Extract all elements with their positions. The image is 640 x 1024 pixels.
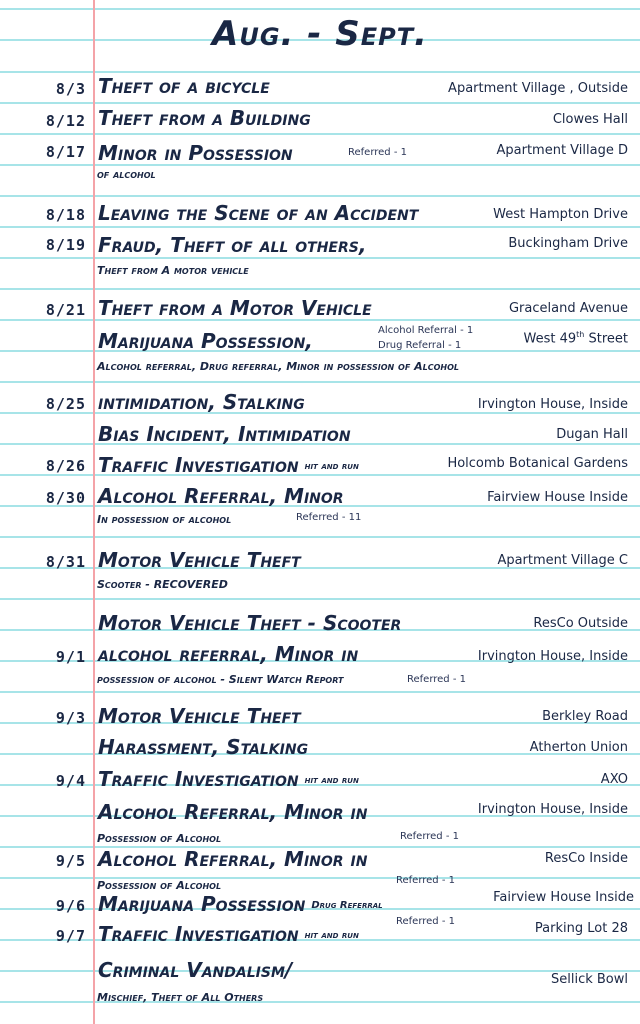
entry-location: Berkley Road (542, 709, 628, 724)
entry-location: Holcomb Botanical Gardens (447, 456, 628, 471)
incident-text: Marijuana Possession (98, 892, 306, 916)
entry-subtext: of alcohol (97, 168, 156, 181)
entry-referral: Alcohol Referral - 1 (378, 325, 474, 336)
entry-incident: alcohol referral, Minor in (98, 642, 359, 666)
entry-referral: Drug Referral - 1 (378, 340, 462, 351)
entry-date: 8/19 (45, 236, 86, 254)
entry-subtext: Alcohol referral, Drug referral, Minor in possession of Alcohol (97, 360, 460, 373)
entry-location: Dugan Hall (556, 427, 628, 442)
entry-incident: Alcohol Referral, Minor (98, 484, 344, 508)
entry-date: 8/21 (45, 301, 86, 319)
entry-date: 9/5 (55, 852, 86, 870)
entry-subtext: In possession of alcohol (97, 513, 232, 526)
entry-incident: Motor Vehicle Theft (98, 704, 301, 728)
entry-referral: Referred - 1 (400, 831, 459, 842)
entry-date: 9/6 (55, 897, 86, 915)
entry-incident (98, 892, 383, 916)
entry-location: West Hampton Drive (493, 207, 628, 222)
page-title: Aug. - Sept. (212, 14, 428, 54)
entry-date: 8/30 (45, 489, 86, 507)
entry-subtext: Possession of Alcohol (97, 832, 222, 845)
entry-incident: intimidation, Stalking (98, 390, 305, 414)
entry-date: 8/18 (45, 206, 86, 224)
entry-location: Irvington House, Inside (477, 397, 628, 412)
entry-referral: Referred - 11 (296, 512, 362, 523)
entry-referral: Referred - 1 (407, 674, 466, 685)
entry-location (524, 330, 629, 346)
entry-incident: Harassment, Stalking (98, 735, 309, 759)
entry-date: 8/25 (45, 395, 86, 413)
entry-location: ResCo Inside (544, 851, 628, 866)
entry-incident: Theft from a Building (98, 106, 311, 130)
entry-location: Sellick Bowl (550, 972, 628, 987)
entry-date: 8/3 (55, 80, 86, 98)
entry-incident: Motor Vehicle Theft - Scooter (98, 611, 402, 635)
entry-location: ResCo Outside (533, 616, 628, 631)
entry-date: 8/26 (45, 457, 86, 475)
entry-incident: Motor Vehicle Theft (98, 548, 301, 572)
entry-location: Apartment Village C (497, 553, 628, 568)
entry-location: Buckingham Drive (508, 236, 628, 251)
entry-referral: Referred - 1 (348, 147, 407, 158)
entry-date: 9/1 (55, 648, 86, 666)
incident-tag: hit and run (304, 461, 359, 472)
entry-subtext: Scooter - RECOVERED (97, 578, 228, 591)
incident-text: Traffic Investigation (98, 453, 299, 477)
entry-location: Fairview House Inside (487, 490, 628, 505)
entry-incident (98, 453, 359, 477)
entry-location: Apartment Village D (496, 143, 628, 158)
entry-incident: Marijuana Possession, (98, 329, 313, 353)
entry-location: Apartment Village , Outside (448, 81, 628, 96)
entry-location: AXO (600, 772, 628, 787)
entry-referral: Referred - 1 (396, 916, 455, 927)
incident-tag: hit and run (304, 775, 359, 786)
incident-text: Traffic Investigation (98, 767, 299, 791)
entry-incident: Bias Incident, Intimidation (98, 422, 351, 446)
entry-incident: Minor in Possession (98, 141, 293, 165)
entry-incident: Theft of a bicycle (98, 74, 270, 98)
entry-location: Parking Lot 28 (534, 921, 628, 936)
location-text-end: Street (584, 331, 628, 347)
entry-subtext: Mischief, Theft of All Others (97, 991, 264, 1004)
entry-incident: Criminal Vandalism/ (98, 958, 293, 982)
entry-incident: Theft from a Motor Vehicle (98, 296, 372, 320)
entry-incident: Leaving the Scene of an Accident (98, 201, 419, 225)
entry-date: 8/17 (45, 143, 86, 161)
entry-date: 8/31 (45, 553, 86, 571)
incident-tag: Drug Referral (311, 900, 383, 911)
entry-location: Irvington House, Inside (477, 802, 628, 817)
entry-location: Graceland Avenue (508, 301, 628, 316)
entry-location: Fairview House Inside (493, 890, 634, 905)
entry-subtext: possession of alcohol - Silent Watch Report (97, 673, 344, 686)
entry-location: Clowes Hall (552, 112, 628, 127)
incident-tag: hit and run (304, 930, 359, 941)
entry-incident (98, 767, 359, 791)
margin-line (93, 0, 95, 1024)
location-text: West 49 (523, 331, 577, 347)
entry-date: 9/7 (55, 927, 86, 945)
location-superscript: th (576, 330, 585, 339)
entry-location: Atherton Union (529, 740, 628, 755)
entry-incident: Alcohol Referral, Minor in (98, 800, 368, 824)
entry-date: 9/4 (55, 772, 86, 790)
incident-text: Traffic Investigation (98, 922, 299, 946)
entry-incident: Fraud, Theft of all others, (98, 233, 367, 257)
entry-referral: Referred - 1 (396, 875, 455, 886)
entry-subtext: Theft from A motor vehicle (97, 264, 249, 277)
entry-location: Irvington House, Inside (477, 649, 628, 664)
entry-date: 8/12 (45, 112, 86, 130)
entry-date: 9/3 (55, 709, 86, 727)
entry-incident (98, 922, 359, 946)
entry-subtext: Possession of Alcohol (97, 879, 222, 892)
entry-incident: Alcohol Referral, Minor in (98, 847, 368, 871)
